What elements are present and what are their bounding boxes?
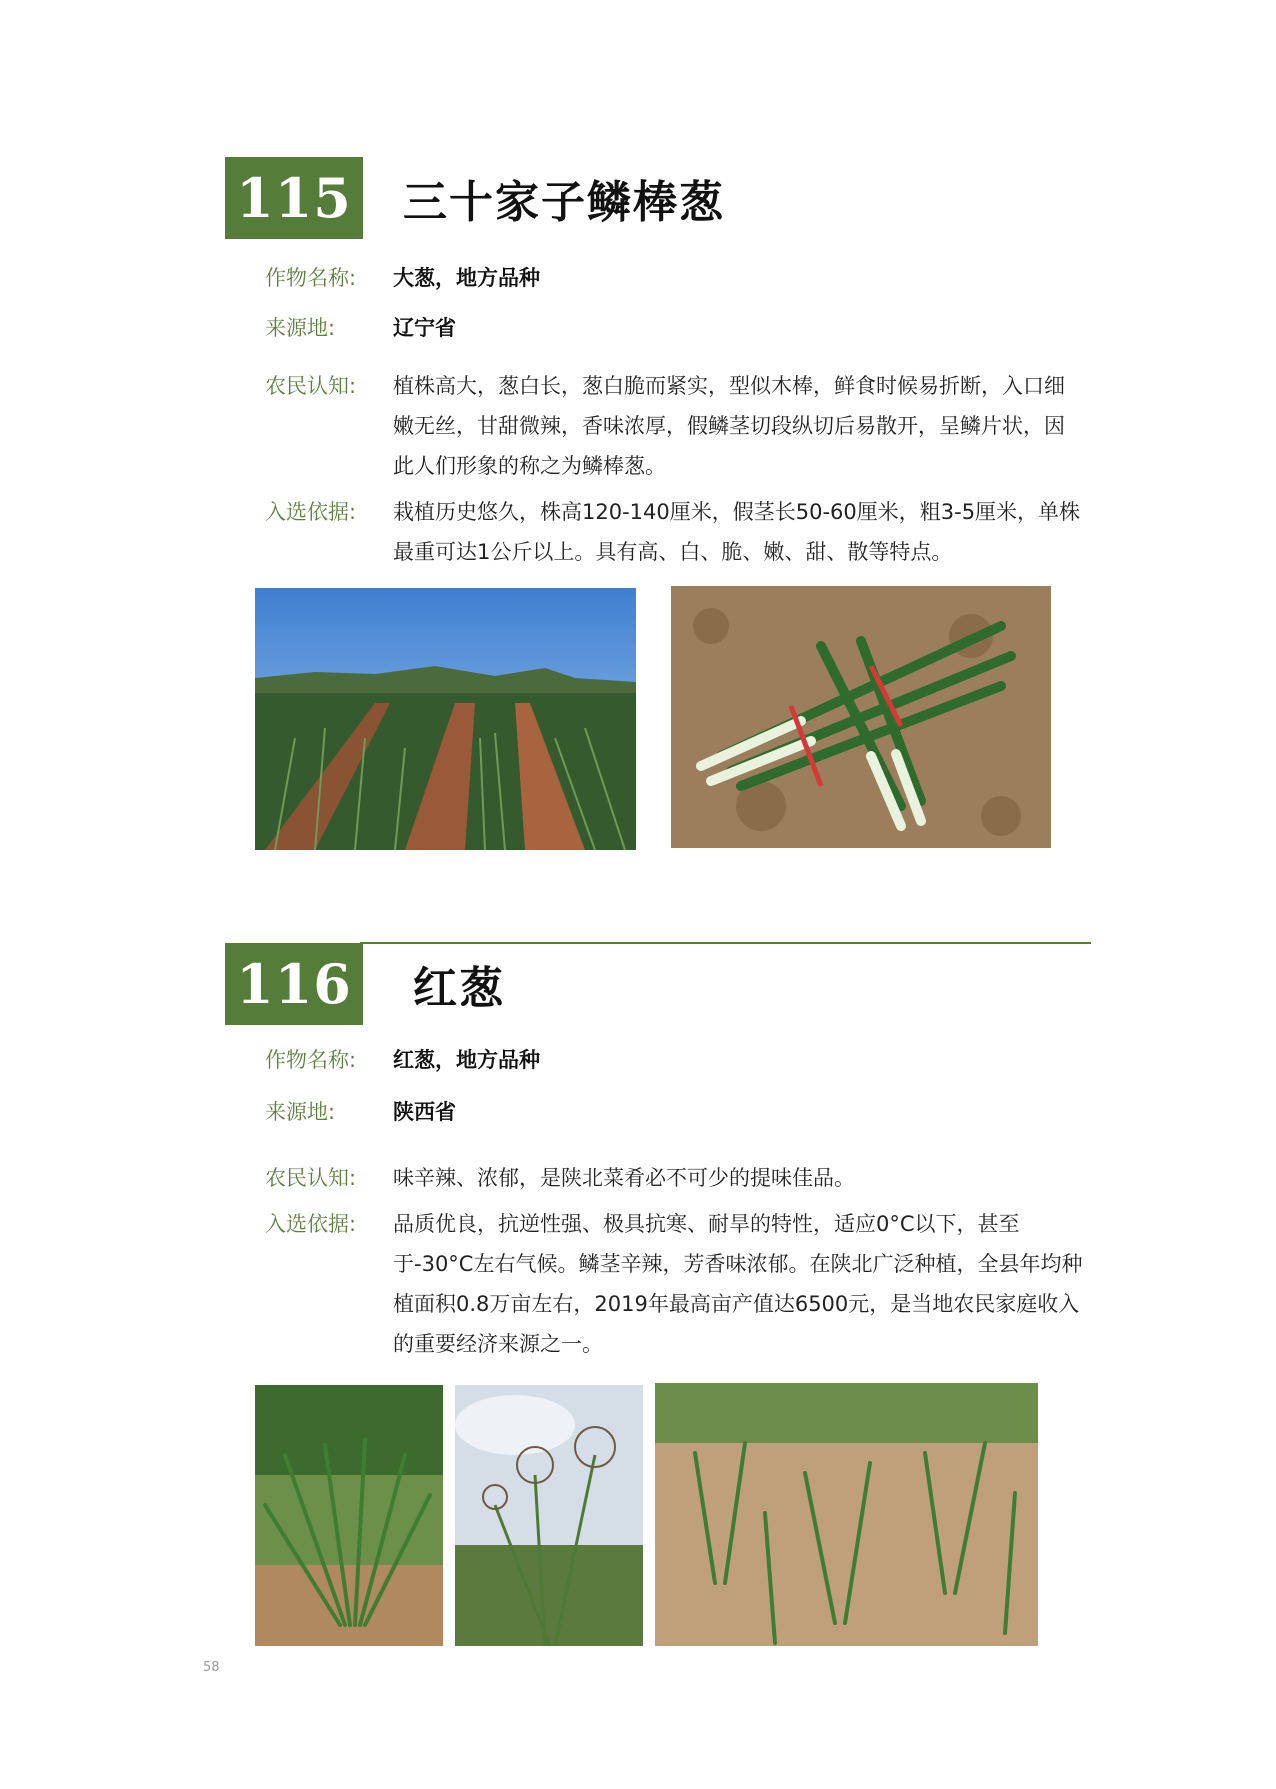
farmer-knowledge-label: 农民认知: xyxy=(265,1166,357,1190)
crop-name-value: 红葱，地方品种 xyxy=(393,1048,540,1072)
crop-name-label: 作物名称: xyxy=(265,1048,357,1072)
farmer-knowledge-row xyxy=(265,1158,1085,1198)
origin-row xyxy=(265,1092,1085,1132)
origin-value: 陕西省 xyxy=(393,1100,456,1124)
selection-basis-label: 入选依据: xyxy=(265,500,357,524)
entry-title: 三十家子鳞棒葱 xyxy=(403,177,725,228)
farmer-knowledge-label: 农民认知: xyxy=(265,374,357,398)
red-onion-field-photo xyxy=(655,1383,1038,1646)
crop-name-label: 作物名称: xyxy=(265,266,357,290)
crop-name-row xyxy=(265,258,1085,298)
red-onion-flower-photo xyxy=(455,1385,643,1646)
origin-label: 来源地: xyxy=(265,316,336,340)
entry-title: 红葱 xyxy=(413,963,505,1014)
selection-basis-row xyxy=(265,492,1085,572)
origin-value: 辽宁省 xyxy=(393,316,456,340)
farmer-knowledge-value: 植株高大，葱白长，葱白脆而紧实，型似木棒，鲜食时候易折断，入口细嫩无丝，甘甜微辣，香味浓厚，假鳞茎切段纵切后易散开，呈鳞片状，因此人们形象的称之为鳞棒葱。 xyxy=(393,374,1065,478)
farmer-knowledge-row xyxy=(265,366,1085,486)
crop-name-value: 大葱，地方品种 xyxy=(393,266,540,290)
origin-row xyxy=(265,308,1085,348)
farmer-knowledge-value: 味辛辣、浓郁，是陕北菜肴必不可少的提味佳品。 xyxy=(393,1166,855,1190)
red-onion-plant-photo xyxy=(255,1385,443,1646)
crop-name-row xyxy=(265,1040,1085,1080)
entry-header-115 xyxy=(225,157,725,239)
entry-header-116 xyxy=(225,943,505,1025)
onion-bundle-photo xyxy=(671,586,1051,848)
entry-number-badge: 115 xyxy=(225,157,363,239)
entry-number-badge: 116 xyxy=(225,943,363,1025)
onion-field-photo xyxy=(255,588,636,850)
selection-basis-value: 栽植历史悠久，株高120-140厘米，假茎长50-60厘米，粗3-5厘米，单株最重可达1公斤以上。具有高、白、脆、嫩、甜、散等特点。 xyxy=(393,500,1081,564)
page-number: 58 xyxy=(203,1660,220,1675)
selection-basis-value: 品质优良，抗逆性强、极具抗寒、耐旱的特性，适应0°C以下，甚至于-30°C左右气候。鳞茎辛辣，芳香味浓郁。在陕北广泛种植，全县年均种植面积0.8万亩左右，2019年最高亩产值达6500元，是当地农民家庭收入的重要经济来源之一。 xyxy=(393,1212,1083,1356)
origin-label: 来源地: xyxy=(265,1100,336,1124)
selection-basis-row xyxy=(265,1204,1085,1364)
selection-basis-label: 入选依据: xyxy=(265,1212,357,1236)
